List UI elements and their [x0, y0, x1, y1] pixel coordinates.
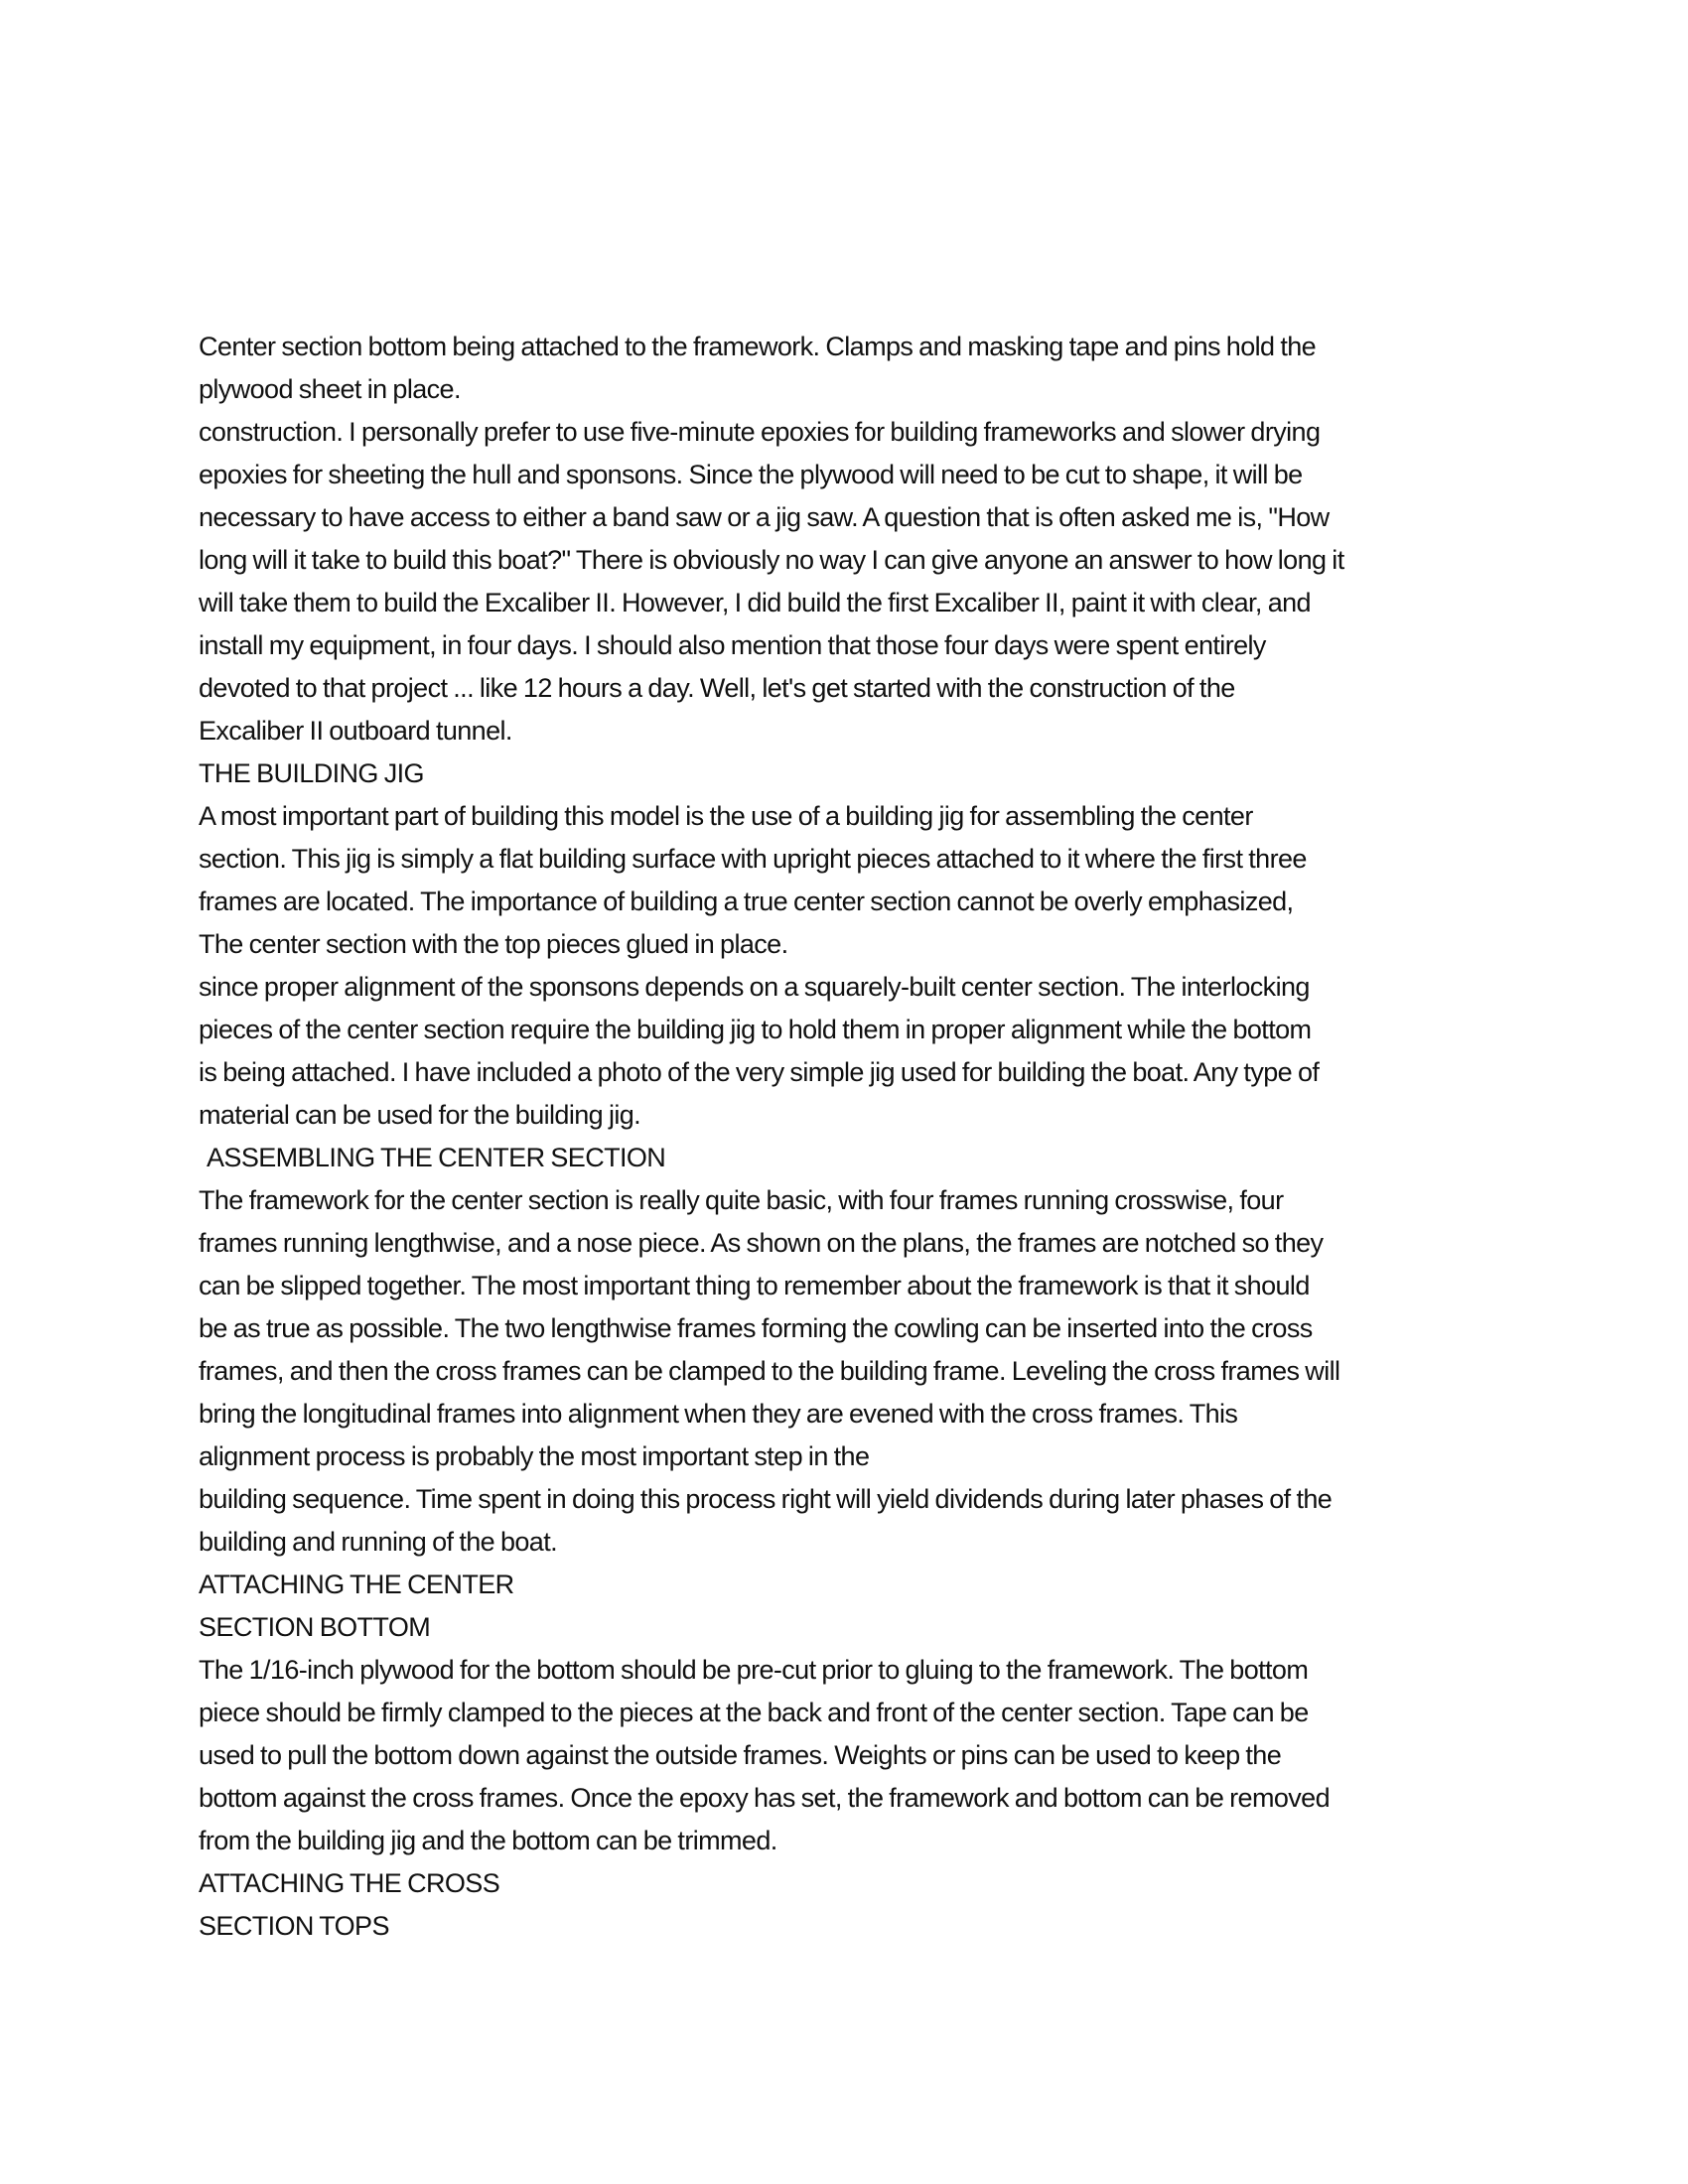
section-heading-attaching-center: ATTACHING THE CENTER [199, 1570, 514, 1599]
body-text-line: used to pull the bottom down against the outside frames. Weights or pins can be used to keep the [199, 1740, 1282, 1770]
body-text-line: building and running of the boat. [199, 1527, 558, 1557]
section-heading-assembling-center-section: ASSEMBLING THE CENTER SECTION [207, 1143, 666, 1172]
photo-caption-line: The center section with the top pieces glued in place. [199, 929, 788, 959]
body-text-line: bottom against the cross frames. Once the epoxy has set, the framework and bottom can be removed [199, 1783, 1331, 1813]
body-text-line: material can be used for the building jig. [199, 1100, 641, 1130]
body-text-line: since proper alignment of the sponsons depends on a squarely-built center section. The interlocking [199, 972, 1310, 1002]
body-text-line: piece should be firmly clamped to the pieces at the back and front of the center section. Tape can be [199, 1698, 1309, 1727]
body-text-line: Excaliber II outboard tunnel. [199, 716, 512, 746]
section-heading-section-bottom: SECTION BOTTOM [199, 1612, 431, 1642]
body-text-line: devoted to that project ... like 12 hours a day. Well, let's get started with the construction of the [199, 673, 1235, 703]
body-text-line: The framework for the center section is really quite basic, with four frames running crosswise, four [199, 1185, 1284, 1215]
section-heading-attaching-cross: ATTACHING THE CROSS [199, 1868, 500, 1898]
section-heading-building-jig: THE BUILDING JIG [199, 758, 424, 788]
body-text-line: A most important part of building this model is the use of a building jig for assembling the center [199, 801, 1253, 831]
body-text-line: building sequence. Time spent in doing this process right will yield dividends during later phases of the [199, 1484, 1333, 1514]
body-text-line: will take them to build the Excaliber II. However, I did build the first Excaliber II, paint it with clear, and [199, 588, 1311, 617]
body-text-line: The 1/16-inch plywood for the bottom should be pre-cut prior to gluing to the framework. The bottom [199, 1655, 1309, 1685]
body-text-line: epoxies for sheeting the hull and sponsons. Since the plywood will need to be cut to shape, it will be [199, 460, 1303, 489]
body-text-line: pieces of the center section require the building jig to hold them in proper alignment while the bottom [199, 1015, 1312, 1044]
body-text-line: from the building jig and the bottom can be trimmed. [199, 1826, 777, 1855]
body-text-line: be as true as possible. The two lengthwise frames forming the cowling can be inserted into the cross [199, 1313, 1313, 1343]
body-text-line: install my equipment, in four days. I should also mention that those four days were spent entirely [199, 630, 1266, 660]
body-text-line: necessary to have access to either a band saw or a jig saw. A question that is often asked me is, "How [199, 502, 1330, 532]
body-text-line: alignment process is probably the most important step in the [199, 1441, 870, 1471]
body-text-line: bring the longitudinal frames into alignment when they are evened with the cross frames. This [199, 1399, 1238, 1429]
document-page [199, 326, 1509, 1948]
body-text-line: construction. I personally prefer to use five-minute epoxies for building frameworks and slower drying [199, 417, 1321, 447]
body-text-line: can be slipped together. The most important thing to remember about the framework is that it should [199, 1271, 1310, 1300]
body-text-line: is being attached. I have included a photo of the very simple jig used for building the boat. Any type of [199, 1057, 1320, 1087]
body-text-line: section. This jig is simply a flat building surface with upright pieces attached to it where the first three [199, 844, 1307, 874]
section-heading-section-tops: SECTION TOPS [199, 1911, 389, 1941]
body-text-line: frames running lengthwise, and a nose piece. As shown on the plans, the frames are notched so they [199, 1228, 1324, 1258]
photo-caption-line: Center section bottom being attached to the framework. Clamps and masking tape and pins hold the [199, 332, 1317, 361]
body-text-line: frames, and then the cross frames can be clamped to the building frame. Leveling the cross frames will [199, 1356, 1340, 1386]
body-text-line: frames are located. The importance of building a true center section cannot be overly emphasized, [199, 887, 1294, 916]
photo-caption-line: plywood sheet in place. [199, 374, 461, 404]
body-text-line: long will it take to build this boat?" There is obviously no way I can give anyone an answer to how long it [199, 545, 1344, 575]
